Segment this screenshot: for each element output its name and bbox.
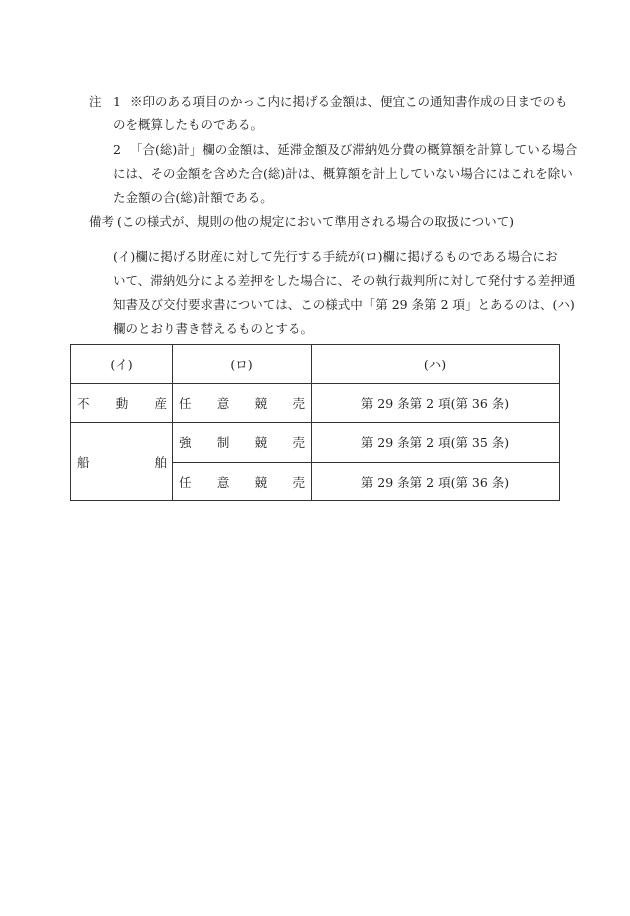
replacement-table [70, 344, 560, 501]
table-row-1-property [77, 383, 167, 422]
char: 売 [292, 435, 305, 450]
remarks-heading: (この様式が、規則の他の規定において準用される場合の取扱について) [117, 214, 515, 229]
char: 動 [115, 395, 129, 411]
char: 舶 [154, 454, 167, 470]
char: 意 [216, 474, 230, 490]
note-2-line-1: 「合(総)計」欄の金額は、延滞金額及び滞納処分費の概算額を計算している場合 [130, 142, 578, 157]
procedure-text [179, 473, 305, 491]
remarks-paragraph-line-4: 欄のとおり書き替えるものとする。 [113, 321, 314, 336]
table-header-ro: (ロ) [230, 357, 253, 372]
note-2-line-3: た金額の合(総)計額である。 [113, 190, 273, 205]
note-1-line-1: ※印のある項目のかっこ内に掲げる金額は、便宜この通知書作成の日までのも [130, 94, 568, 109]
table-row-1-procedure [179, 383, 305, 422]
remarks-paragraph-line-3: 知書及び交付要求書については、この様式中「第 29 条第 2 項」とあるのは、(ハ) [113, 297, 575, 312]
char: 制 [216, 435, 230, 450]
table-row-2-property [77, 422, 167, 501]
table-row-1-replacement: 第 29 条第 2 項(第 36 条) [360, 395, 510, 411]
property-text [77, 394, 167, 412]
char: 任 [179, 395, 192, 411]
char: 競 [254, 474, 268, 490]
notes-label: 注 [89, 94, 102, 109]
procedure-text [179, 394, 305, 412]
table-header-ha: (ハ) [423, 357, 447, 372]
remarks-paragraph-line-2: いて、滞納処分による差押をした場合に、その執行裁判所に対して発付する差押通 [113, 273, 576, 288]
property-text [77, 453, 167, 471]
table-header-i: (イ) [110, 357, 133, 372]
table-row-2-replacement: 第 29 条第 2 項(第 35 条) [360, 435, 510, 450]
char: 意 [216, 395, 230, 411]
char: 強 [179, 435, 192, 450]
char: 不 [77, 395, 90, 411]
note-1-line-2: のを概算したものである。 [113, 117, 264, 132]
table-row-3-procedure [179, 462, 305, 501]
char: 競 [254, 395, 268, 411]
remarks-paragraph-line-1: (イ)欄に掲げる財産に対して先行する手続が(ロ)欄に掲げるものである場合にお [113, 249, 558, 264]
char: 売 [292, 474, 305, 490]
remarks-label: 備考 [89, 214, 115, 229]
note-2-number: 2 [113, 142, 121, 157]
procedure-text [179, 433, 305, 451]
char: 産 [154, 395, 167, 411]
table-row-3-replacement: 第 29 条第 2 項(第 36 条) [360, 474, 510, 490]
char: 売 [292, 395, 305, 411]
note-2-line-2: には、その金額を含めた合(総)計は、概算額を計上していない場合にはこれを除い [113, 166, 573, 181]
note-1-number: 1 [113, 94, 121, 109]
table-row-2-procedure [179, 422, 305, 462]
char: 船 [77, 454, 90, 470]
char: 任 [179, 474, 192, 490]
char: 競 [254, 435, 268, 450]
